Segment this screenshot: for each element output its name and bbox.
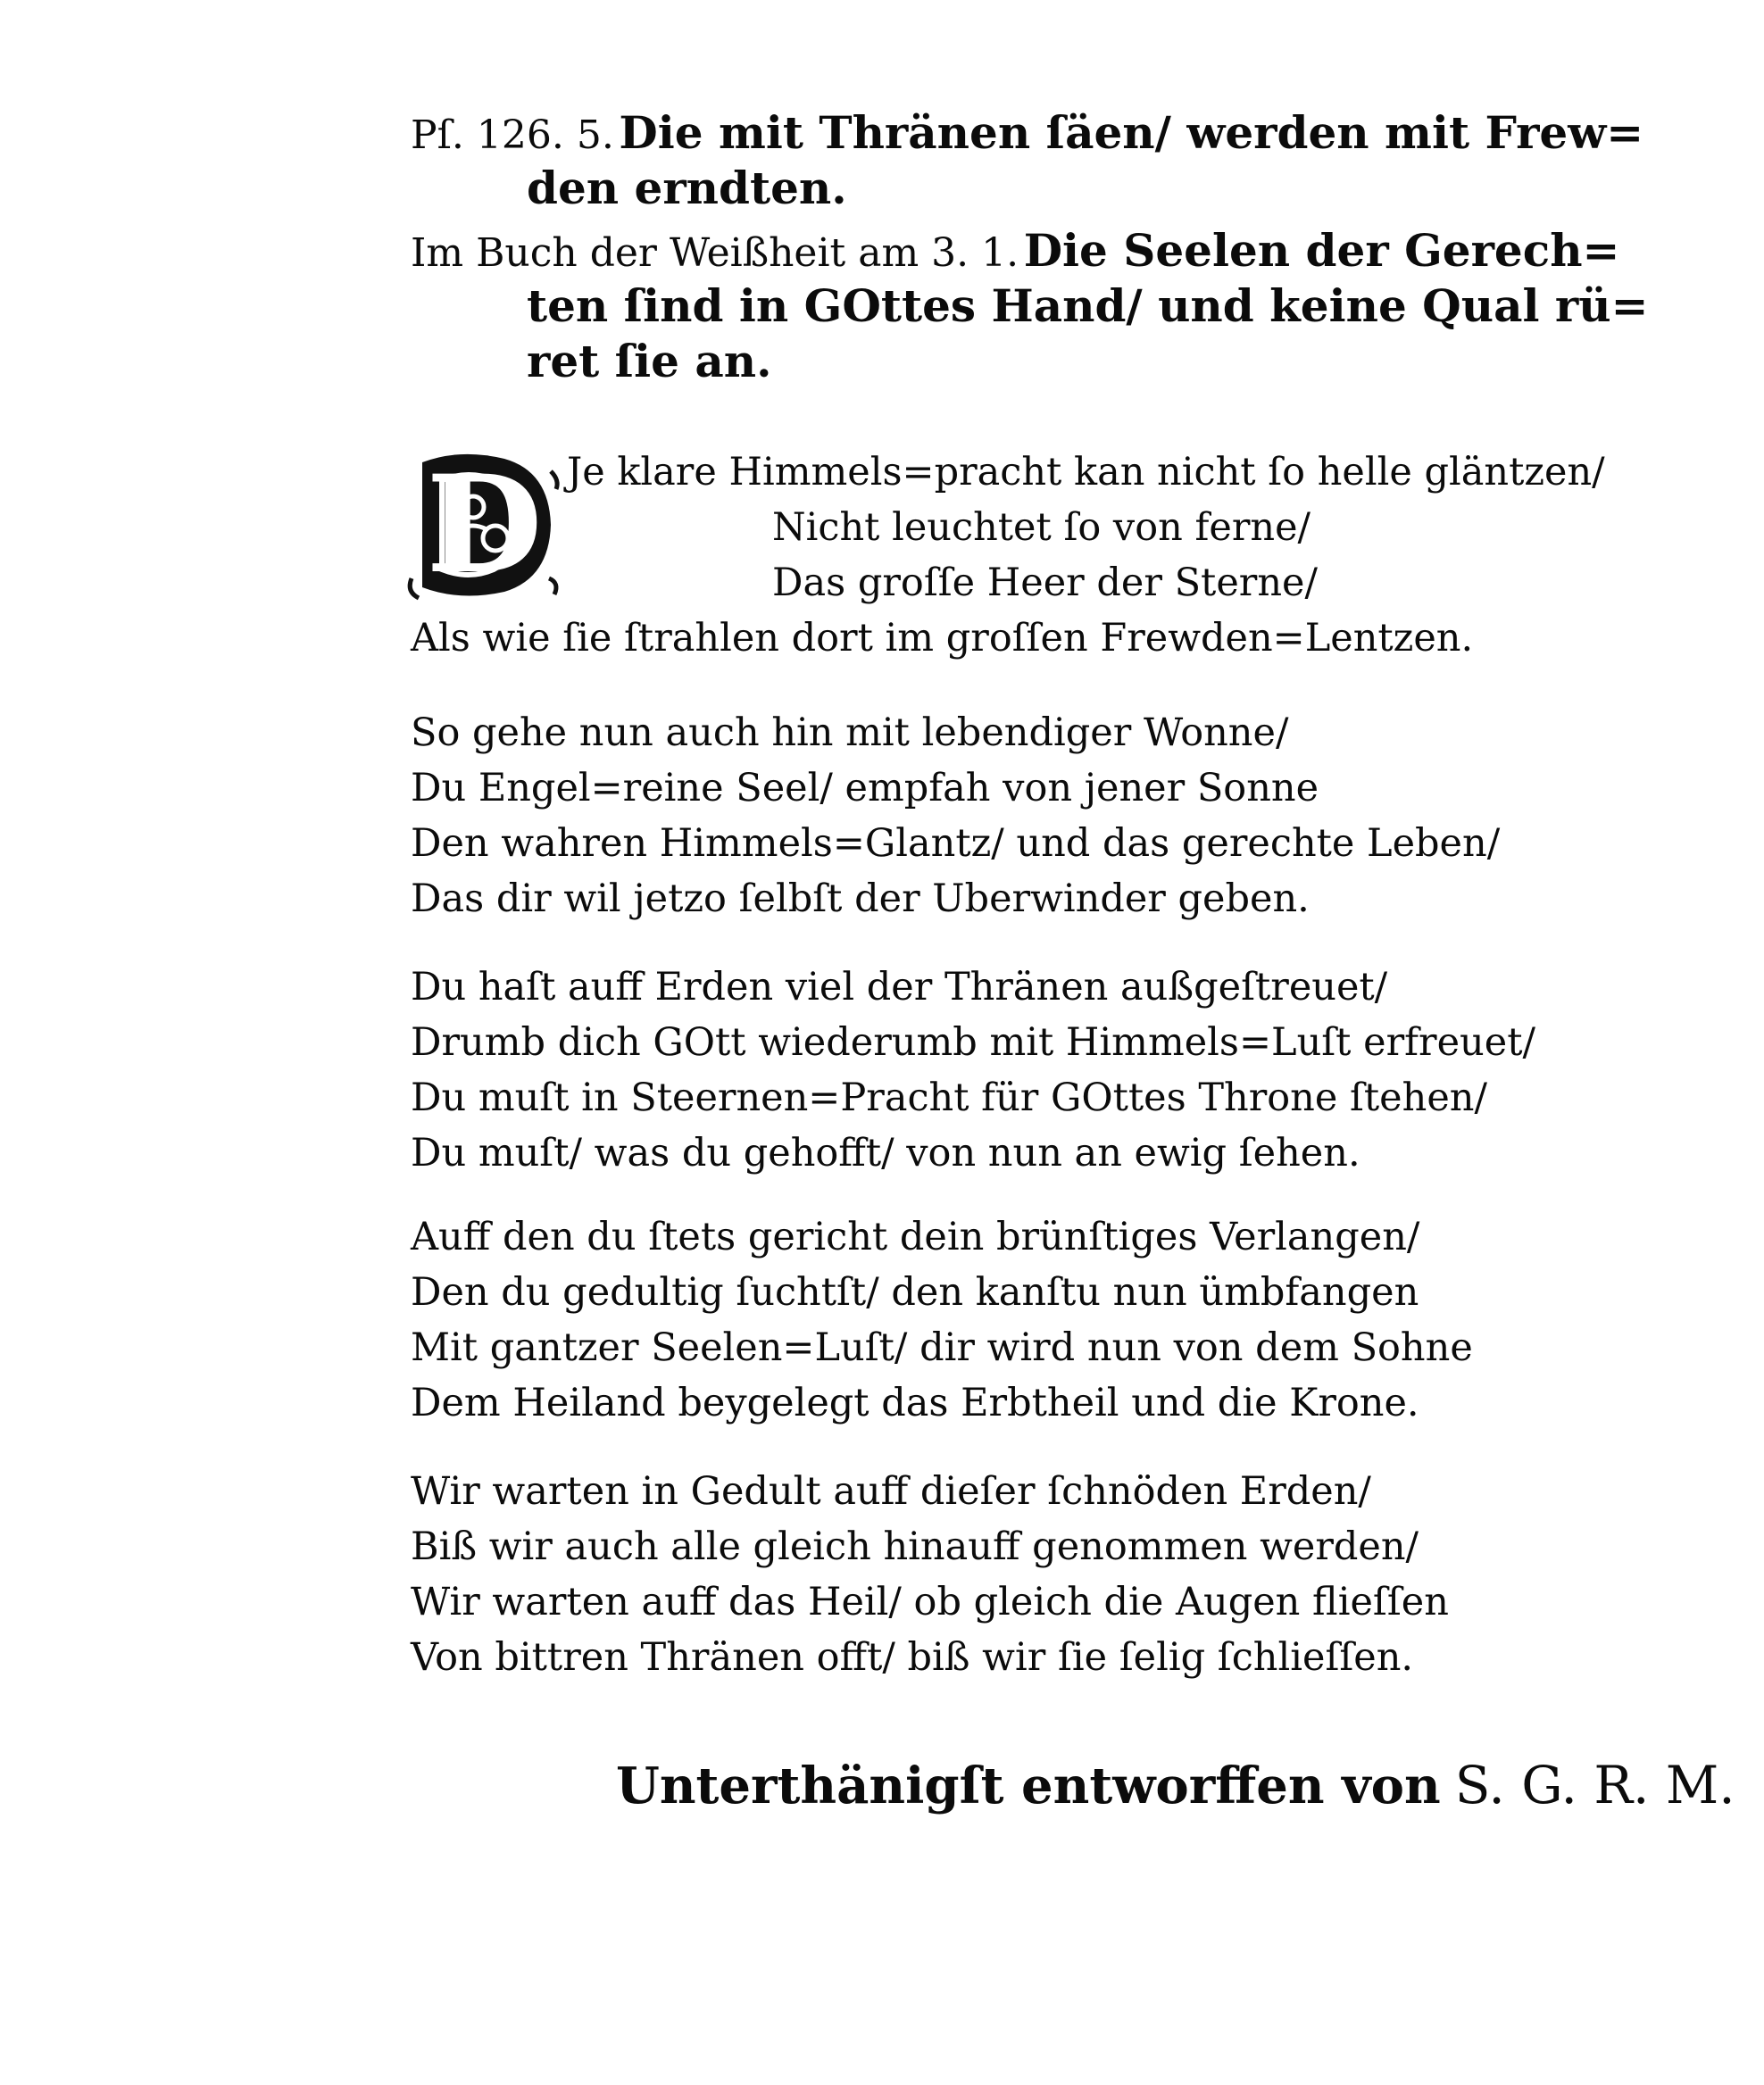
author-initials: S. G. R. M. xyxy=(1454,1755,1735,1815)
poem-stanza xyxy=(411,444,1660,666)
poem-line: Das dir wil jetzo ſelbſt der Uberwinder geben. xyxy=(411,876,1310,921)
poem-line: Als wie ſie ſtrahlen dort im groſſen Frewden=Lentzen. xyxy=(411,616,1474,660)
poem-line: Auff den du ſtets gericht dein brünſtiges Verlangen/ xyxy=(411,1215,1420,1259)
poem-line: Mit gantzer Seelen=Luſt/ dir wird nun von dem Sohne xyxy=(411,1325,1473,1370)
poem-line: Wir warten auff das Heil/ ob gleich die Augen flieſſen xyxy=(411,1580,1449,1624)
poem-stanza xyxy=(411,1209,1660,1431)
poem-line: Den du gedultig ſuchtſt/ den kanſtu nun ümbfangen xyxy=(411,1270,1419,1315)
poem-line: Wir warten in Gedult auff dieſer ſchnöden Erden/ xyxy=(411,1469,1371,1514)
scripture-line xyxy=(411,223,1678,278)
poem-stanza xyxy=(411,705,1660,926)
initial-letter: D xyxy=(426,446,543,603)
poem-line: Drumb dich GOtt wiederumb mit Himmels=Luſt erfreuet/ xyxy=(411,1020,1535,1065)
scripture-quote: den erndten. xyxy=(527,162,847,214)
scripture-quote: Die Seelen der Gerech= xyxy=(1023,224,1620,277)
poem-stanza xyxy=(411,959,1660,1181)
scripture-reference: Im Buch der Weißheit am 3. 1. xyxy=(411,230,1019,276)
poem-line: Den wahren Himmels=Glantz/ und das gerechte Leben/ xyxy=(411,821,1501,866)
poem-line: Du muſt/ was du gehofft/ von nun an ewig ſehen. xyxy=(411,1131,1360,1175)
poem-line: Du Engel=reine Seel/ empfah von jener Sonne xyxy=(411,766,1319,810)
poem-line: Du haſt auff Erden viel der Thränen außgeſtreuet/ xyxy=(411,965,1388,1009)
poem-line: Je klare Himmels=pracht kan nicht ſo helle gläntzen/ xyxy=(567,450,1605,494)
poem-line: Das groſſe Heer der Sterne/ xyxy=(772,561,1318,605)
poem-line: Biß wir auch alle gleich hinauff genommen werden/ xyxy=(411,1524,1419,1569)
scripture-reference: Pſ. 126. 5. xyxy=(411,112,614,158)
scripture-quote: ret ſie an. xyxy=(527,335,772,387)
poem-line: Von bittren Thränen offt/ biß wir ſie ſelig ſchlieſſen. xyxy=(411,1635,1414,1680)
poem-line: Dem Heiland beygelegt das Erbtheil und die Krone. xyxy=(411,1381,1419,1425)
scripture-wisdom xyxy=(411,223,1678,389)
scripture-line xyxy=(411,105,1678,161)
poem-line: Du muſt in Steernen=Pracht für GOttes Throne ſtehen/ xyxy=(411,1076,1487,1120)
poem-line: Nicht leuchtet ſo von ferne/ xyxy=(772,505,1311,550)
scripture-quote: ten ſind in GOttes Hand/ und keine Qual rü= xyxy=(527,279,1649,332)
poem-line: So gehe nun auch hin mit lebendiger Wonne/ xyxy=(411,710,1289,755)
signature-text: Unterthänigſt entworffen von xyxy=(616,1757,1441,1815)
scripture-psalm xyxy=(411,105,1678,216)
poem-stanza xyxy=(411,1464,1660,1685)
scripture-quote: Die mit Thränen ſäen/ werden mit Frew= xyxy=(619,106,1644,159)
signature-line xyxy=(616,1749,1735,1822)
